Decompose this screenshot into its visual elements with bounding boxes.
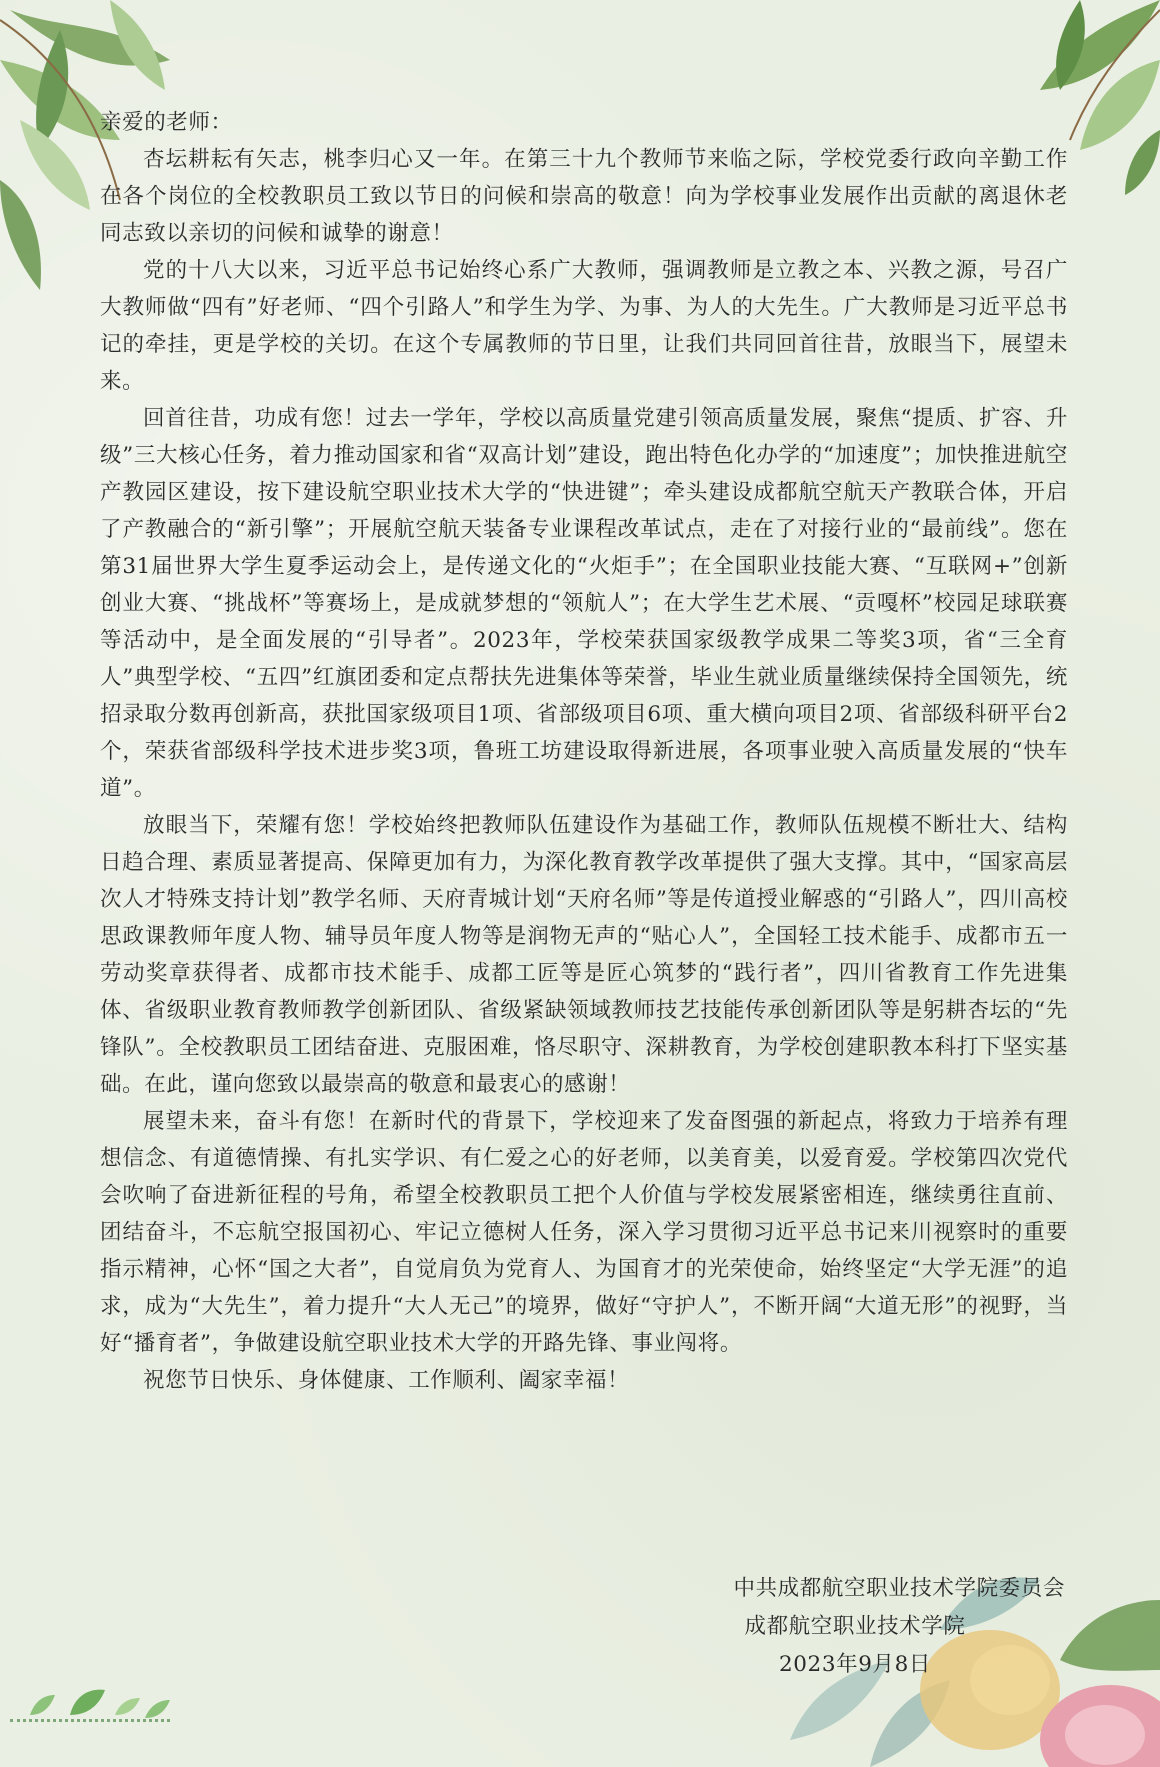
signature-date: 2023年9月8日 <box>779 1652 931 1677</box>
signature-college: 成都航空职业技术学院 <box>744 1614 966 1639</box>
signature-block <box>645 1570 1065 1684</box>
paragraph-party-care: 党的十八大以来，习近平总书记始终心系广大教师，强调教师是立教之本、兴教之源，号召广大教师做“四有”好老师、“四个引路人”和学生为学、为事、为人的大先生。广大教师是习近平总书记的牵挂，更是学校的关切。在这个专属教师的节日里，让我们共同回首往昔，放眼当下，展望未来。 <box>100 258 1068 394</box>
salutation: 亲爱的老师： <box>100 110 233 135</box>
paragraph-present: 放眼当下，荣耀有您！学校始终把教师队伍建设作为基础工作，教师队伍规模不断壮大、结构日趋合理、素质显著提高、保障更加有力，为深化教育教学改革提供了强大支撑。其中，“国家高层次人才特殊支持计划”教学名师、天府青城计划“天府名师”等是传道授业解惑的“引路人”，四川高校思政课教师年度人物、辅导员年度人物等是润物无声的“贴心人”，全国轻工技术能手、成都市五一劳动奖章获得者、成都市技术能手、成都工匠等是匠心筑梦的“践行者”，四川省教育工作先进集体、省级职业教育教师教学创新团队、省级紧缺领域教师技艺技能传承创新团队等是躬耕杏坛的“先锋队”。全校教职员工团结奋进、克服困难，恪尽职守、深耕教育，为学校创建职教本科打下坚实基础。在此，谨向您致以最崇高的敬意和最衷心的感谢！ <box>100 813 1068 1097</box>
paragraph-looking-back: 回首往昔，功成有您！过去一学年，学校以高质量党建引领高质量发展，聚焦“提质、扩容、升级”三大核心任务，着力推动国家和省“双高计划”建设，跑出特色化办学的“加速度”；加快推进航空产教园区建设，按下建设航空职业技术大学的“快进键”；牵头建设成都航空航天产教联合体，开启了产教融合的“新引擎”；开展航空航天装备专业课程改革试点，走在了对接行业的“最前线”。您在第31届世界大学生夏季运动会上，是传递文化的“火炬手”；在全国职业技能大赛、“互联网+”创新创业大赛、“挑战杯”等赛场上，是成就梦想的“领航人”；在大学生艺术展、“贡嘎杯”校园足球联赛等活动中，是全面发展的“引导者”。2023年，学校荣获国家级教学成果二等奖3项，省“三全育人”典型学校、“五四”红旗团委和定点帮扶先进集体等荣誉，毕业生就业质量继续保持全国领先，统招录取分数再创新高，获批国家级项目1项、省部级项目6项、重大横向项目2项、省部级科研平台2个，荣获省部级科学技术进步奖3项，鲁班工坊建设取得新进展，各项事业驶入高质量发展的“快车道”。 <box>100 406 1068 801</box>
letter-body <box>100 104 1068 1399</box>
paragraph-future: 展望未来，奋斗有您！在新时代的背景下，学校迎来了发奋图强的新起点，将致力于培养有理想信念、有道德情操、有扎实学识、有仁爱之心的好老师，以美育美，以爱育爱。学校第四次党代会吹响了奋进新征程的号角，希望全校教职员工把个人价值与学校发展紧密相连，继续勇往直前、团结奋斗，不忘航空报国初心、牢记立德树人任务，深入学习贯彻习近平总书记来川视察时的重要指示精神，心怀“国之大者”，自觉肩负为党育人、为国育才的光荣使命，始终坚定“大学无涯”的追求，成为“大先生”，着力提升“大人无己”的境界，做好“守护人”，不断开阔“大道无形”的视野，当好“播育者”，争做建设航空职业技术大学的开路先锋、事业闯将。 <box>100 1109 1068 1356</box>
signature-party-committee: 中共成都航空职业技术学院委员会 <box>733 1576 1065 1601</box>
paragraph-greeting: 杏坛耕耘有矢志，桃李归心又一年。在第三十九个教师节来临之际，学校党委行政向辛勤工作在各个岗位的全校教职员工致以节日的问候和崇高的敬意！向为学校事业发展作出贡献的离退休老同志致以亲切的问候和诚挚的谢意！ <box>100 147 1068 246</box>
paragraph-closing-wish: 祝您节日快乐、身体健康、工作顺利、阖家幸福！ <box>143 1368 630 1393</box>
dotted-divider <box>10 1719 170 1722</box>
